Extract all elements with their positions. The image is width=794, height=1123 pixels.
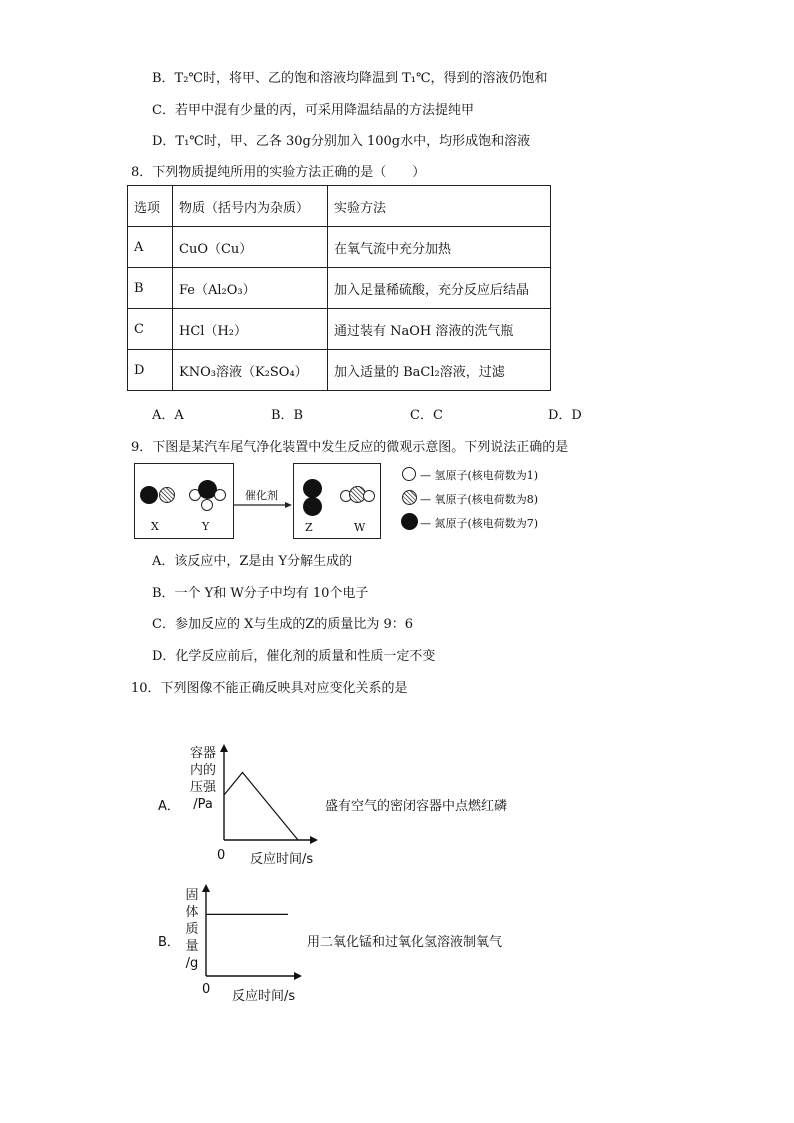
graph-b-plot xyxy=(200,880,305,985)
oxygen-atom xyxy=(159,487,175,503)
table-header-cell: 选项 xyxy=(128,186,173,227)
hydrogen-atom xyxy=(363,490,375,502)
x-axis-arrow-icon xyxy=(310,836,318,844)
y-axis-arrow-icon xyxy=(202,884,210,892)
graph-a-origin: 0 xyxy=(217,848,226,863)
table-cell: HCl（H₂） xyxy=(173,309,328,350)
q7-option-b: B．T₂℃时，将甲、乙的饱和溶液均降温到 T₁℃，得到的溶液仍饱和 xyxy=(152,71,548,86)
table-cell: D xyxy=(128,350,173,391)
q10-stem: 10．下列图像不能正确反映具对应变化关系的是 xyxy=(131,681,408,696)
table-row xyxy=(128,268,551,309)
table-cell: 在氧气流中充分加热 xyxy=(328,227,551,268)
label-y: Y xyxy=(202,520,210,533)
hydrogen-atom xyxy=(214,489,226,501)
table-row xyxy=(128,227,551,268)
nitrogen-atom xyxy=(140,486,158,504)
graph-b-description: 用二氧化锰和过氧化氢溶液制氧气 xyxy=(307,935,503,950)
table-cell: A xyxy=(128,227,173,268)
table-row xyxy=(128,309,551,350)
label-x: X xyxy=(151,520,159,533)
table-header-cell: 物质（括号内为杂质） xyxy=(173,186,328,227)
catalyst-label: 催化剂 xyxy=(245,489,278,502)
oxygen-legend-icon xyxy=(402,490,417,505)
nitrogen-legend-icon xyxy=(401,513,418,530)
q8-stem: 8．下列物质提纯所用的实验方法正确的是（ ） xyxy=(131,165,426,180)
q7-option-d: D．T₁℃时，甲、乙各 30g分别加入 100g水中，均形成饱和溶液 xyxy=(152,134,531,149)
table-cell: C xyxy=(128,309,173,350)
table-cell: 通过装有 NaOH 溶液的洗气瓶 xyxy=(328,309,551,350)
table-cell: 加入足量稀硫酸，充分反应后结晶 xyxy=(328,268,551,309)
q8-option-d: D．D xyxy=(548,408,582,423)
q7-option-c: C．若甲中混有少量的丙，可采用降温结晶的方法提纯甲 xyxy=(152,103,474,118)
table-row xyxy=(128,350,551,391)
reaction-arrow-icon xyxy=(234,500,294,510)
nitrogen-atom xyxy=(303,497,322,516)
table-header-row xyxy=(128,186,551,227)
graph-a-description: 盛有空气的密闭容器中点燃红磷 xyxy=(325,799,508,814)
table-cell: 加入适量的 BaCl₂溶液，过滤 xyxy=(328,350,551,391)
table-cell: B xyxy=(128,268,173,309)
q9-option-a: A．该反应中，Z是由 Y分解生成的 xyxy=(152,554,353,569)
table-cell: KNO₃溶液（K₂SO₄） xyxy=(173,350,328,391)
q8-option-b: B．B xyxy=(271,408,304,423)
q9-stem: 9．下图是某汽车尾气净化装置中发生反应的微观示意图。下列说法正确的是 xyxy=(131,440,569,455)
graph-b-xlabel: 反应时间/s xyxy=(232,989,296,1004)
graph-a-xlabel: 反应时间/s xyxy=(250,852,314,867)
legend-hydrogen: — 氢原子(核电荷数为1) xyxy=(420,469,539,482)
nitrogen-atom xyxy=(303,479,322,498)
q10-option-a-letter: A． xyxy=(158,799,180,814)
table-cell: Fe（Al₂O₃） xyxy=(173,268,328,309)
legend-oxygen: — 氧原子(核电荷数为8) xyxy=(420,493,539,506)
series-line xyxy=(224,773,298,841)
hydrogen-atom xyxy=(201,499,213,511)
y-axis-arrow-icon xyxy=(220,744,228,752)
q8-option-a: A．A xyxy=(152,408,184,423)
q9-option-d: D．化学反应前后，催化剂的质量和性质一定不变 xyxy=(152,649,436,664)
q8-option-c: C．C xyxy=(410,408,443,423)
q9-option-c: C．参加反应的 X与生成的Z的质量比为 9：6 xyxy=(152,617,414,632)
graph-b-ylabel: 固 体 质 量 /g xyxy=(185,888,199,971)
table-header-cell: 实验方法 xyxy=(328,186,551,227)
hydrogen-legend-icon xyxy=(402,467,416,481)
graph-a-plot xyxy=(218,740,328,850)
q8-table xyxy=(127,185,551,391)
label-z: Z xyxy=(305,521,313,534)
label-w: W xyxy=(354,521,366,534)
graph-a-ylabel: 容器 内的 压强 /Pa xyxy=(189,746,216,812)
graph-b-origin: 0 xyxy=(202,982,211,997)
legend-nitrogen: — 氮原子(核电荷数为7) xyxy=(420,517,539,530)
x-axis-arrow-icon xyxy=(294,972,302,980)
q9-option-b: B．一个 Y和 W分子中均有 10个电子 xyxy=(152,586,369,601)
table-cell: CuO（Cu） xyxy=(173,227,328,268)
q10-option-b-letter: B． xyxy=(158,935,180,950)
